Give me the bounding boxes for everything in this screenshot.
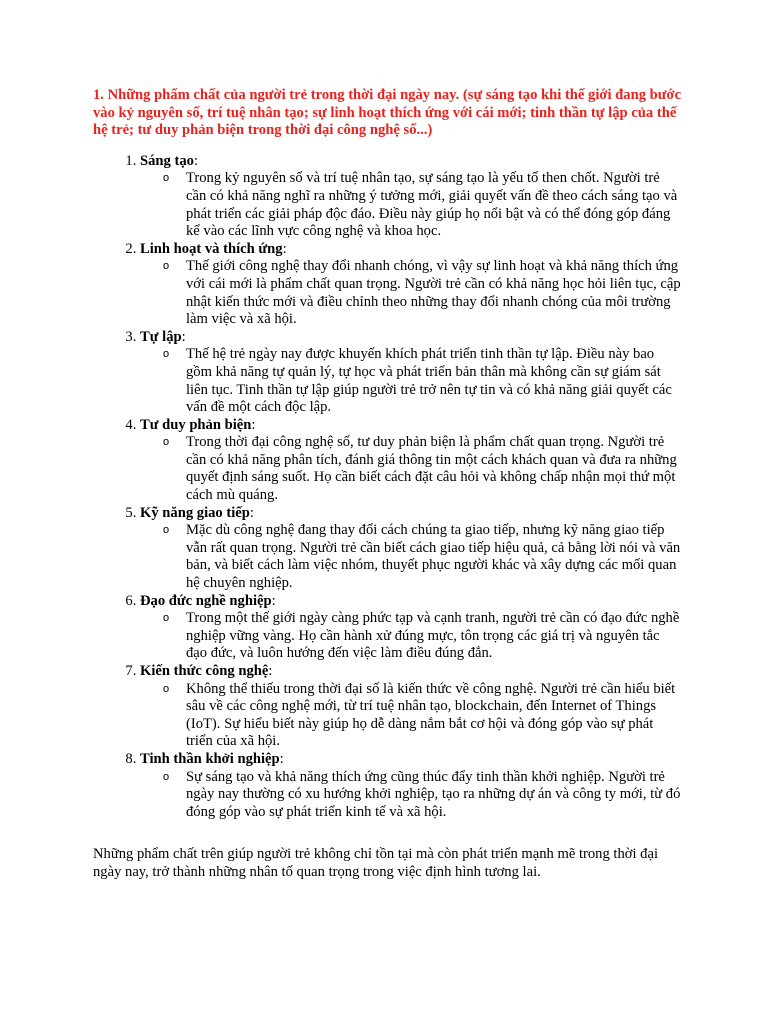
item-sublist (140, 258, 683, 328)
section-heading: 1. Những phẩm chất của người trẻ trong thời đại ngày nay. (sự sáng tạo khi thế giới đang bước vào kỷ nguyên số, trí tuệ nhân tạo; sự linh hoạt thích ứng với cái mới; tinh thần tự lập của thế hệ trẻ; tư duy phản biện trong thời đại công nghệ số...) (93, 87, 682, 139)
list-item (140, 505, 683, 593)
item-description: Thế hệ trẻ ngày nay được khuyến khích phát triển tinh thần tự lập. Điều này bao gồm khả năng tự quản lý, tự học và phát triển bản thân mà không cần sự giám sát liên tục. Tinh thần tự lập giúp người trẻ trở nên tự tin và có khả năng giải quyết các vấn đề một cách độc lập. (186, 346, 672, 416)
item-title: Đạo đức nghề nghiệp (140, 592, 272, 609)
item-description-row (163, 258, 683, 328)
list-item (140, 751, 683, 821)
item-suffix: : (268, 663, 273, 679)
item-description: Sự sáng tạo và khả năng thích ứng cũng thúc đẩy tinh thần khởi nghiệp. Người trẻ ngày nay thường có xu hướng khởi nghiệp, tạo ra những dự án và công ty mới, từ đó đóng góp vào sự phát triển kinh tế và xã hội. (186, 768, 681, 820)
item-title: Kỹ năng giao tiếp (140, 504, 250, 521)
qualities-list (93, 153, 683, 822)
item-title: Tư duy phản biện (140, 416, 252, 433)
hollow-bullet-icon: o (163, 436, 170, 449)
hollow-bullet-icon: o (163, 260, 170, 273)
item-description-row (163, 522, 683, 592)
item-suffix: : (181, 328, 186, 345)
hollow-bullet-icon: o (163, 612, 170, 625)
item-title: Kiến thức công nghệ (140, 663, 269, 679)
item-description-row (163, 434, 683, 504)
item-title: Sáng tạo (140, 152, 194, 169)
item-suffix: : (279, 750, 284, 767)
item-title: Linh hoạt và thích ứng (140, 240, 283, 257)
item-suffix: : (251, 416, 256, 433)
item-sublist (140, 434, 683, 504)
list-item (140, 417, 683, 505)
list-item (140, 329, 683, 417)
item-description-row (163, 170, 683, 240)
item-description: Trong kỷ nguyên số và trí tuệ nhân tạo, sự sáng tạo là yếu tố then chốt. Người trẻ cần có khả năng nghĩ ra những ý tưởng mới, giải quyết vấn đề theo cách sáng tạo và phát triển các giải pháp độc đáo. Điều này giúp họ nổi bật và có thể đóng góp đáng kể vào các lĩnh vực công nghệ và khoa học. (186, 170, 678, 240)
hollow-bullet-icon: o (163, 524, 170, 537)
item-sublist (140, 769, 683, 822)
item-description-row (163, 610, 683, 663)
item-sublist (140, 170, 683, 240)
list-item (140, 593, 683, 663)
item-suffix: : (282, 240, 287, 257)
item-description-row (163, 680, 683, 751)
item-sublist (140, 522, 683, 592)
document-page (93, 87, 683, 882)
list-item (140, 153, 683, 241)
item-description: Không thể thiếu trong thời đại số là kiến thức về công nghệ. Người trẻ cần hiểu biết sâu về các công nghệ mới, từ trí tuệ nhân tạo, blockchain, đến Internet of Things (IoT). Sự hiểu biết này giúp họ dễ dàng nắm bắt cơ hội và đóng góp vào sự phát triển của xã hội. (186, 680, 676, 750)
hollow-bullet-icon: o (163, 348, 170, 361)
item-suffix: : (249, 504, 254, 521)
item-suffix: : (193, 152, 198, 169)
hollow-bullet-icon: o (163, 682, 170, 695)
item-sublist (140, 681, 683, 751)
item-description: Trong một thế giới ngày càng phức tạp và cạnh tranh, người trẻ cần có đạo đức nghề nghiệp vững vàng. Họ cần hành xử đúng mực, tôn trọng các giá trị và nguyên tắc đạo đức, và luôn hướng đến việc làm điều đúng đắn. (186, 610, 680, 662)
item-sublist (140, 346, 683, 416)
item-description: Thế giới công nghệ thay đổi nhanh chóng, vì vậy sự linh hoạt và khả năng thích ứng với cái mới là phẩm chất quan trọng. Người trẻ cần có khả năng học hỏi liên tục, cập nhật kiến thức mới và điều chỉnh theo những thay đổi nhanh chóng của môi trường làm việc và xã hội. (186, 258, 681, 328)
list-item (140, 663, 683, 751)
conclusion-paragraph: Những phẩm chất trên giúp người trẻ không chỉ tồn tại mà còn phát triển mạnh mẽ trong thời đại ngày nay, trở thành những nhân tố quan trọng trong việc định hình tương lai. (93, 846, 659, 880)
item-sublist (140, 610, 683, 663)
item-description-row (163, 346, 683, 416)
hollow-bullet-icon: o (163, 172, 170, 185)
item-suffix: : (271, 592, 276, 609)
list-item (140, 241, 683, 329)
item-title: Tự lập (140, 328, 182, 345)
item-description: Trong thời đại công nghệ số, tư duy phản biện là phẩm chất quan trọng. Người trẻ cần có khả năng phân tích, đánh giá thông tin một cách khách quan và đưa ra những quyết định sáng suốt. Họ cần biết cách đặt câu hỏi và không chấp nhận mọi thứ một cách mù quáng. (186, 434, 677, 504)
item-description: Mặc dù công nghệ đang thay đổi cách chúng ta giao tiếp, nhưng kỹ năng giao tiếp vẫn rất quan trọng. Người trẻ cần biết cách giao tiếp hiệu quả, cả bằng lời nói và văn bản, và biết cách làm việc nhóm, thuyết phục người khác và xây dựng các mối quan hệ chuyên nghiệp. (186, 522, 681, 592)
item-description-row (163, 768, 683, 822)
item-title: Tinh thần khởi nghiệp (140, 750, 280, 767)
hollow-bullet-icon: o (163, 770, 170, 783)
